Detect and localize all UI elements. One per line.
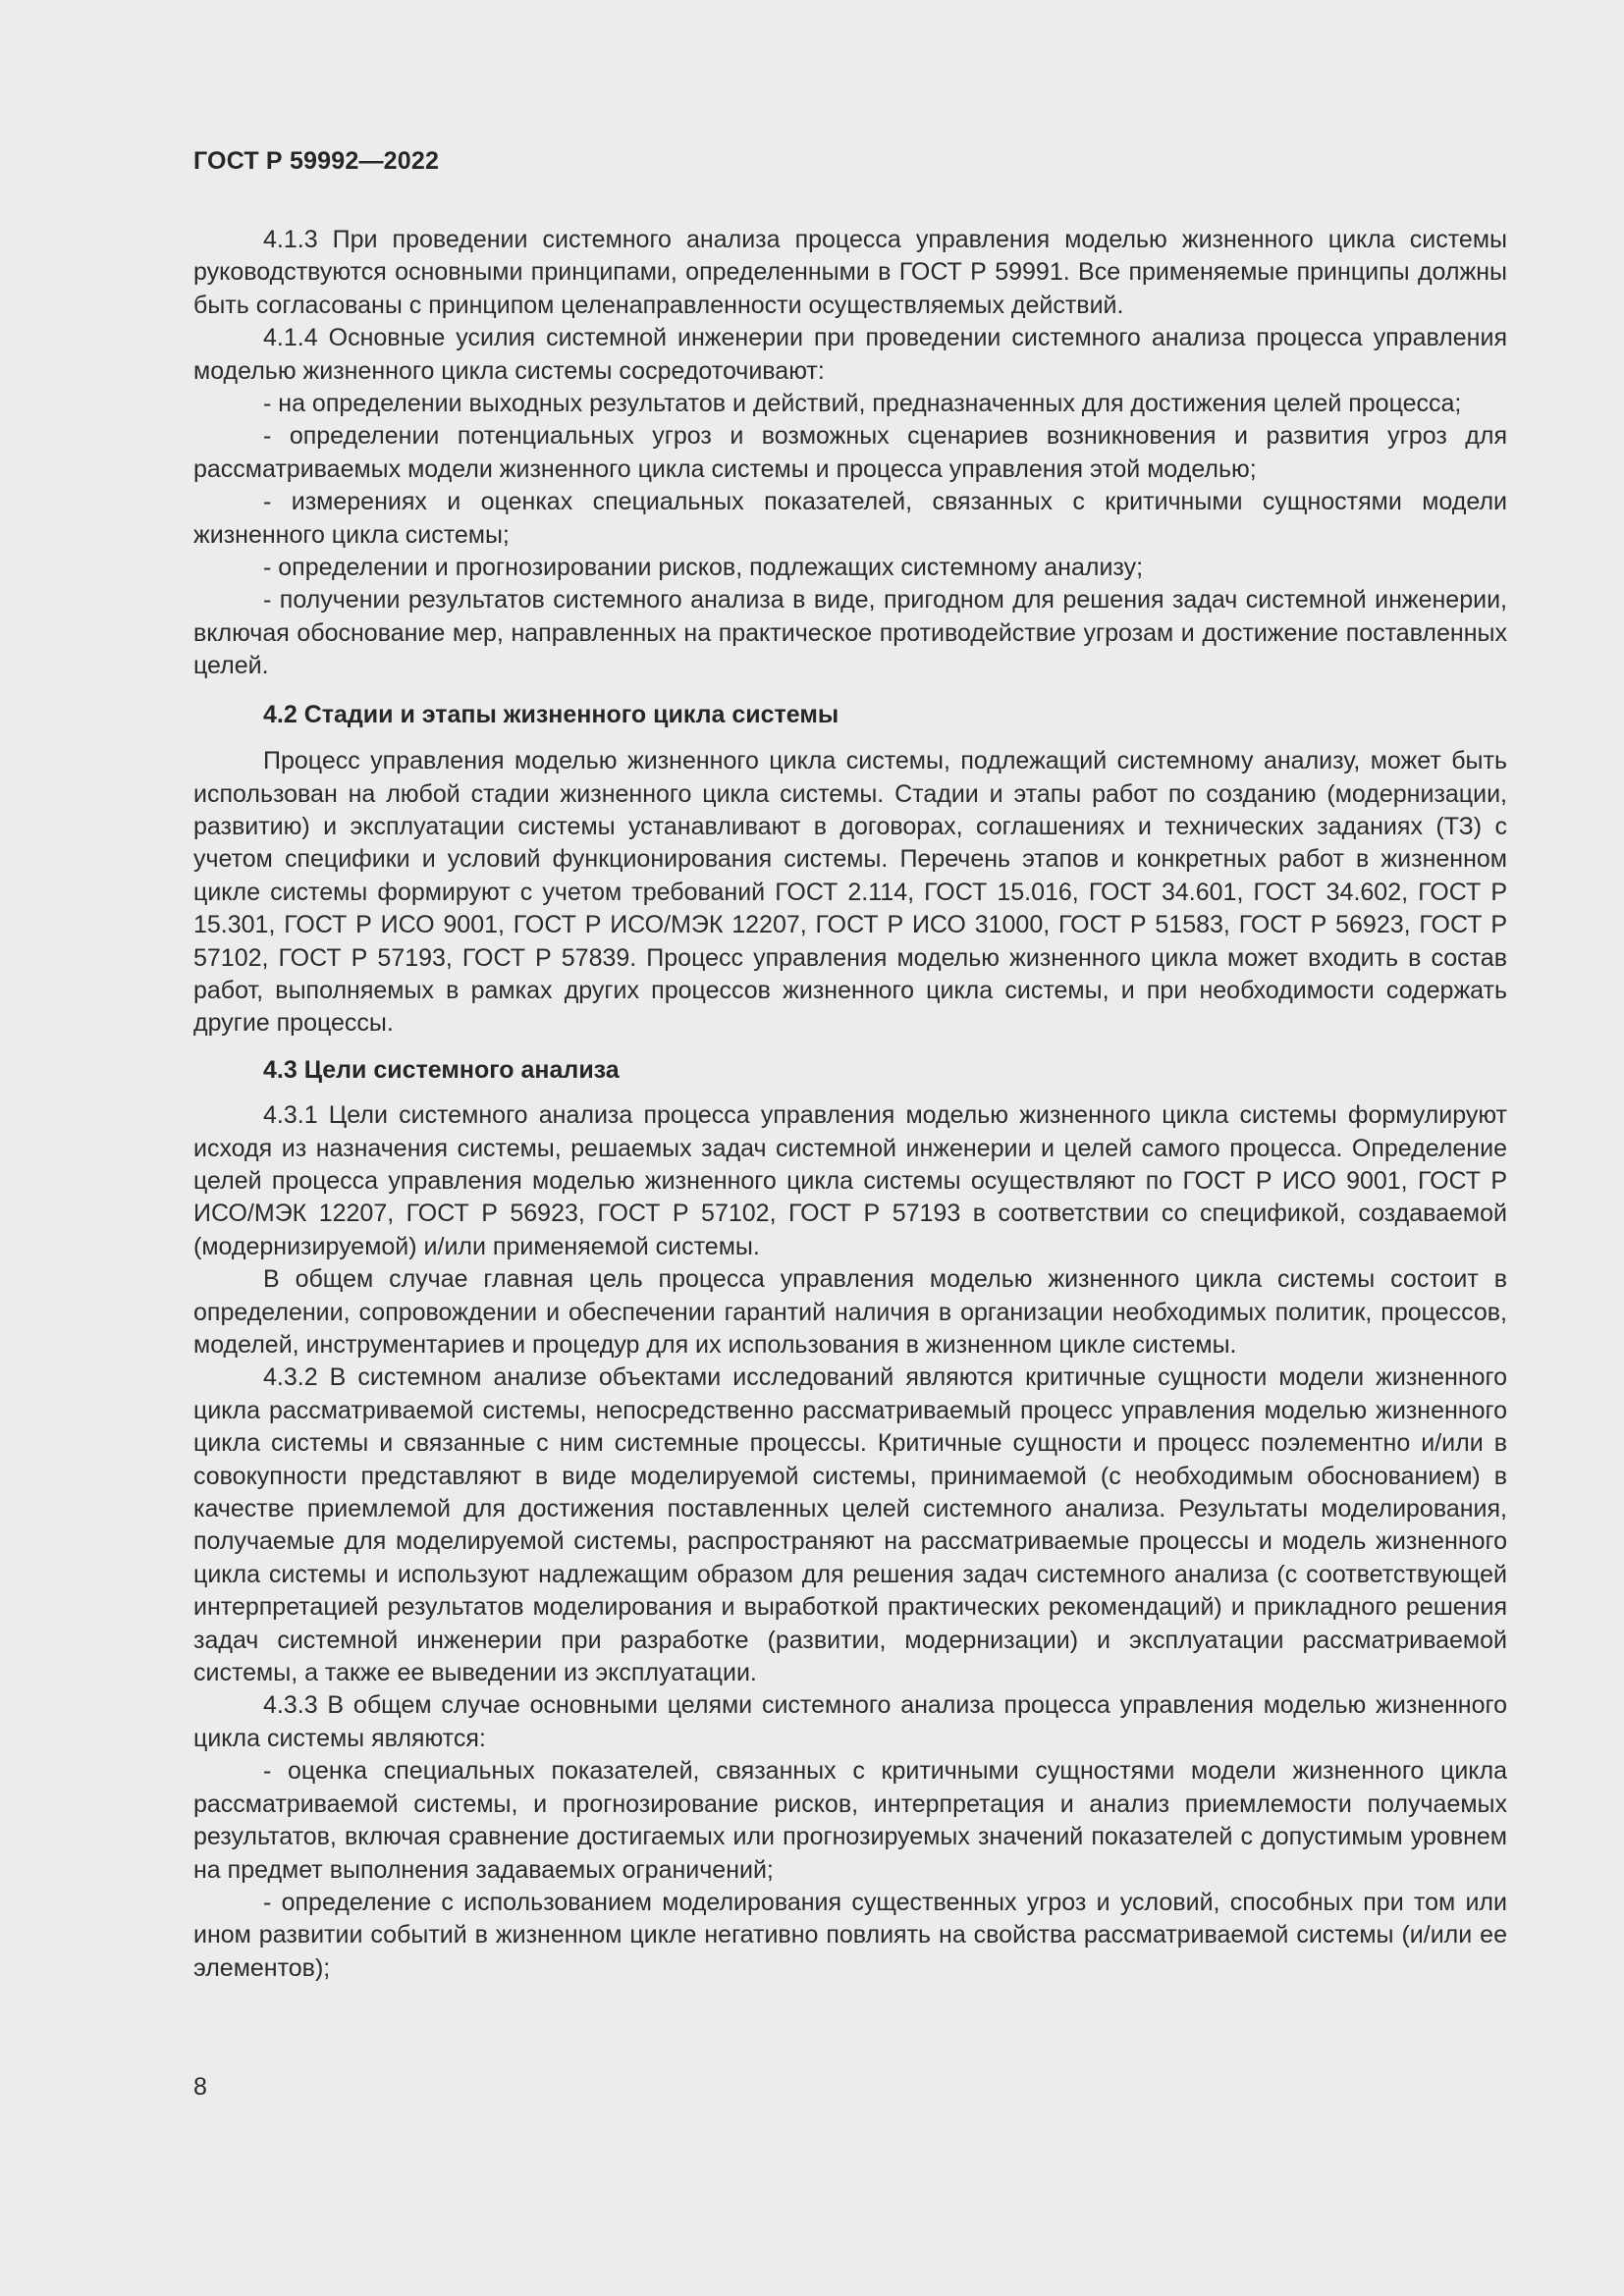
list-item: - измерениях и оценках специальных показателей, связанных с критичными сущностями модели жизненного цикла системы; <box>193 488 1507 549</box>
section-heading-4-3: 4.3 Цели системного анализа <box>263 1055 620 1084</box>
list-item: - определение с использованием моделирования существенных угроз и условий, способных при том или ином развитии событий в жизненном цикле негативно повлиять на свойства рассматриваемой системы (и/или ее элементов); <box>193 1888 1507 1982</box>
page-number: 8 <box>193 2073 207 2101</box>
paragraph-main-goal: В общем случае главная цель процесса управления моделью жизненного цикла системы состоит в определении, сопровождении и обеспечении гарантий наличия в организации необходимых политик, процессов, моделей, инструментариев и процедур для их использования в жизненном цикле системы. <box>193 1265 1507 1359</box>
paragraph-4-3-3: 4.3.3 В общем случае основными целями системного анализа процесса управления моделью жизненного цикла системы являются: <box>193 1691 1507 1752</box>
paragraph-4-3-2: 4.3.2 В системном анализе объектами исследований являются критичные сущности модели жизненного цикла рассматриваемой системы, непосредственно рассматриваемый процесс управления моделью жизненного цикла системы и связанные с ним системные процессы. Критичные сущности и процесс поэлементно и/или в совокупности представляют в виде моделируемой системы, принимаемой (с необходимым обоснованием) в качестве приемлемой для достижения поставленных целей системного анализа. Результаты моделирования, получаемые для моделируемой системы, распространяют на рассматриваемые процессы и модель жизненного цикла системы и используют надлежащим образом для решения задач системного анализа (с соответствующей интерпретацией результатов моделирования и выработкой практических рекомендаций) и прикладного решения задач системной инженерии при разработке (развитии, модернизации) и эксплуатации рассматриваемой системы, а также ее выведении из эксплуатации. <box>193 1363 1507 1687</box>
paragraph-4-3-1: 4.3.1 Цели системного анализа процесса управления моделью жизненного цикла системы формулируют исходя из назначения системы, решаемых задач системной инженерии и целей самого процесса. Определение целей процесса управления моделью жизненного цикла системы осуществляют по ГОСТ Р ИСО 9001, ГОСТ Р ИСО/МЭК 12207, ГОСТ Р 56923, ГОСТ Р 57102, ГОСТ Р 57193 в соответствии со спецификой, создаваемой (модернизируемой) и/или применяемой системы. <box>193 1101 1507 1260</box>
standard-header: ГОСТ Р 59992—2022 <box>193 147 440 175</box>
list-item: - оценка специальных показателей, связанных с критичными сущностями модели жизненного цикла рассматриваемой системы, и прогнозирование рисков, интерпретация и анализ приемлемости получаемых результатов, включая сравнение достигаемых или прогнозируемых значений показателей с допустимым уровнем на предмет выполнения задаваемых ограничений; <box>193 1757 1507 1884</box>
list-item: - определении потенциальных угроз и возможных сценариев возникновения и развития угроз для рассматриваемых модели жизненного цикла системы и процесса управления этой моделью; <box>193 422 1507 483</box>
list-item: - на определении выходных результатов и действий, предназначенных для достижения целей процесса; <box>263 390 1462 418</box>
paragraph-4-1-3: 4.1.3 При проведении системного анализа процесса управления моделью жизненного цикла системы руководствуются основными принципами, определенными в ГОСТ Р 59991. Все применяемые принципы должны быть согласованы с принципом целенаправленности осуществляемых действий. <box>193 226 1507 319</box>
list-item: - получении результатов системного анализа в виде, пригодном для решения задач системной инженерии, включая обоснование мер, направленных на практическое противодействие угрозам и достижение поставленных целей. <box>193 586 1507 680</box>
list-item: - определении и прогнозировании рисков, подлежащих системному анализу; <box>263 554 1144 582</box>
document-body <box>193 224 1507 1985</box>
paragraph-4-1-4: 4.1.4 Основные усилия системной инженерии при проведении системного анализа процесса управления моделью жизненного цикла системы сосредоточивают: <box>193 324 1507 385</box>
paragraph-4-2: Процесс управления моделью жизненного цикла системы, подлежащий системному анализу, может быть использован на любой стадии жизненного цикла системы. Стадии и этапы работ по созданию (модернизации, развитию) и эксплуатации системы устанавливают в договорах, соглашениях и технических заданиях (ТЗ) с учетом специфики и условий функционирования системы. Перечень этапов и конкретных работ в жизненном цикле системы формируют с учетом требований ГОСТ 2.114, ГОСТ 15.016, ГОСТ 34.601, ГОСТ 34.602, ГОСТ Р 15.301, ГОСТ Р ИСО 9001, ГОСТ Р ИСО/МЭК 12207, ГОСТ Р ИСО 31000, ГОСТ Р 51583, ГОСТ Р 56923, ГОСТ Р 57102, ГОСТ Р 57193, ГОСТ Р 57839. Процесс управления моделью жизненного цикла может входить в состав работ, выполняемых в рамках других процессов жизненного цикла системы, и при необходимости содержать другие процессы. <box>193 747 1507 1038</box>
section-heading-4-2: 4.2 Стадии и этапы жизненного цикла системы <box>263 700 839 728</box>
